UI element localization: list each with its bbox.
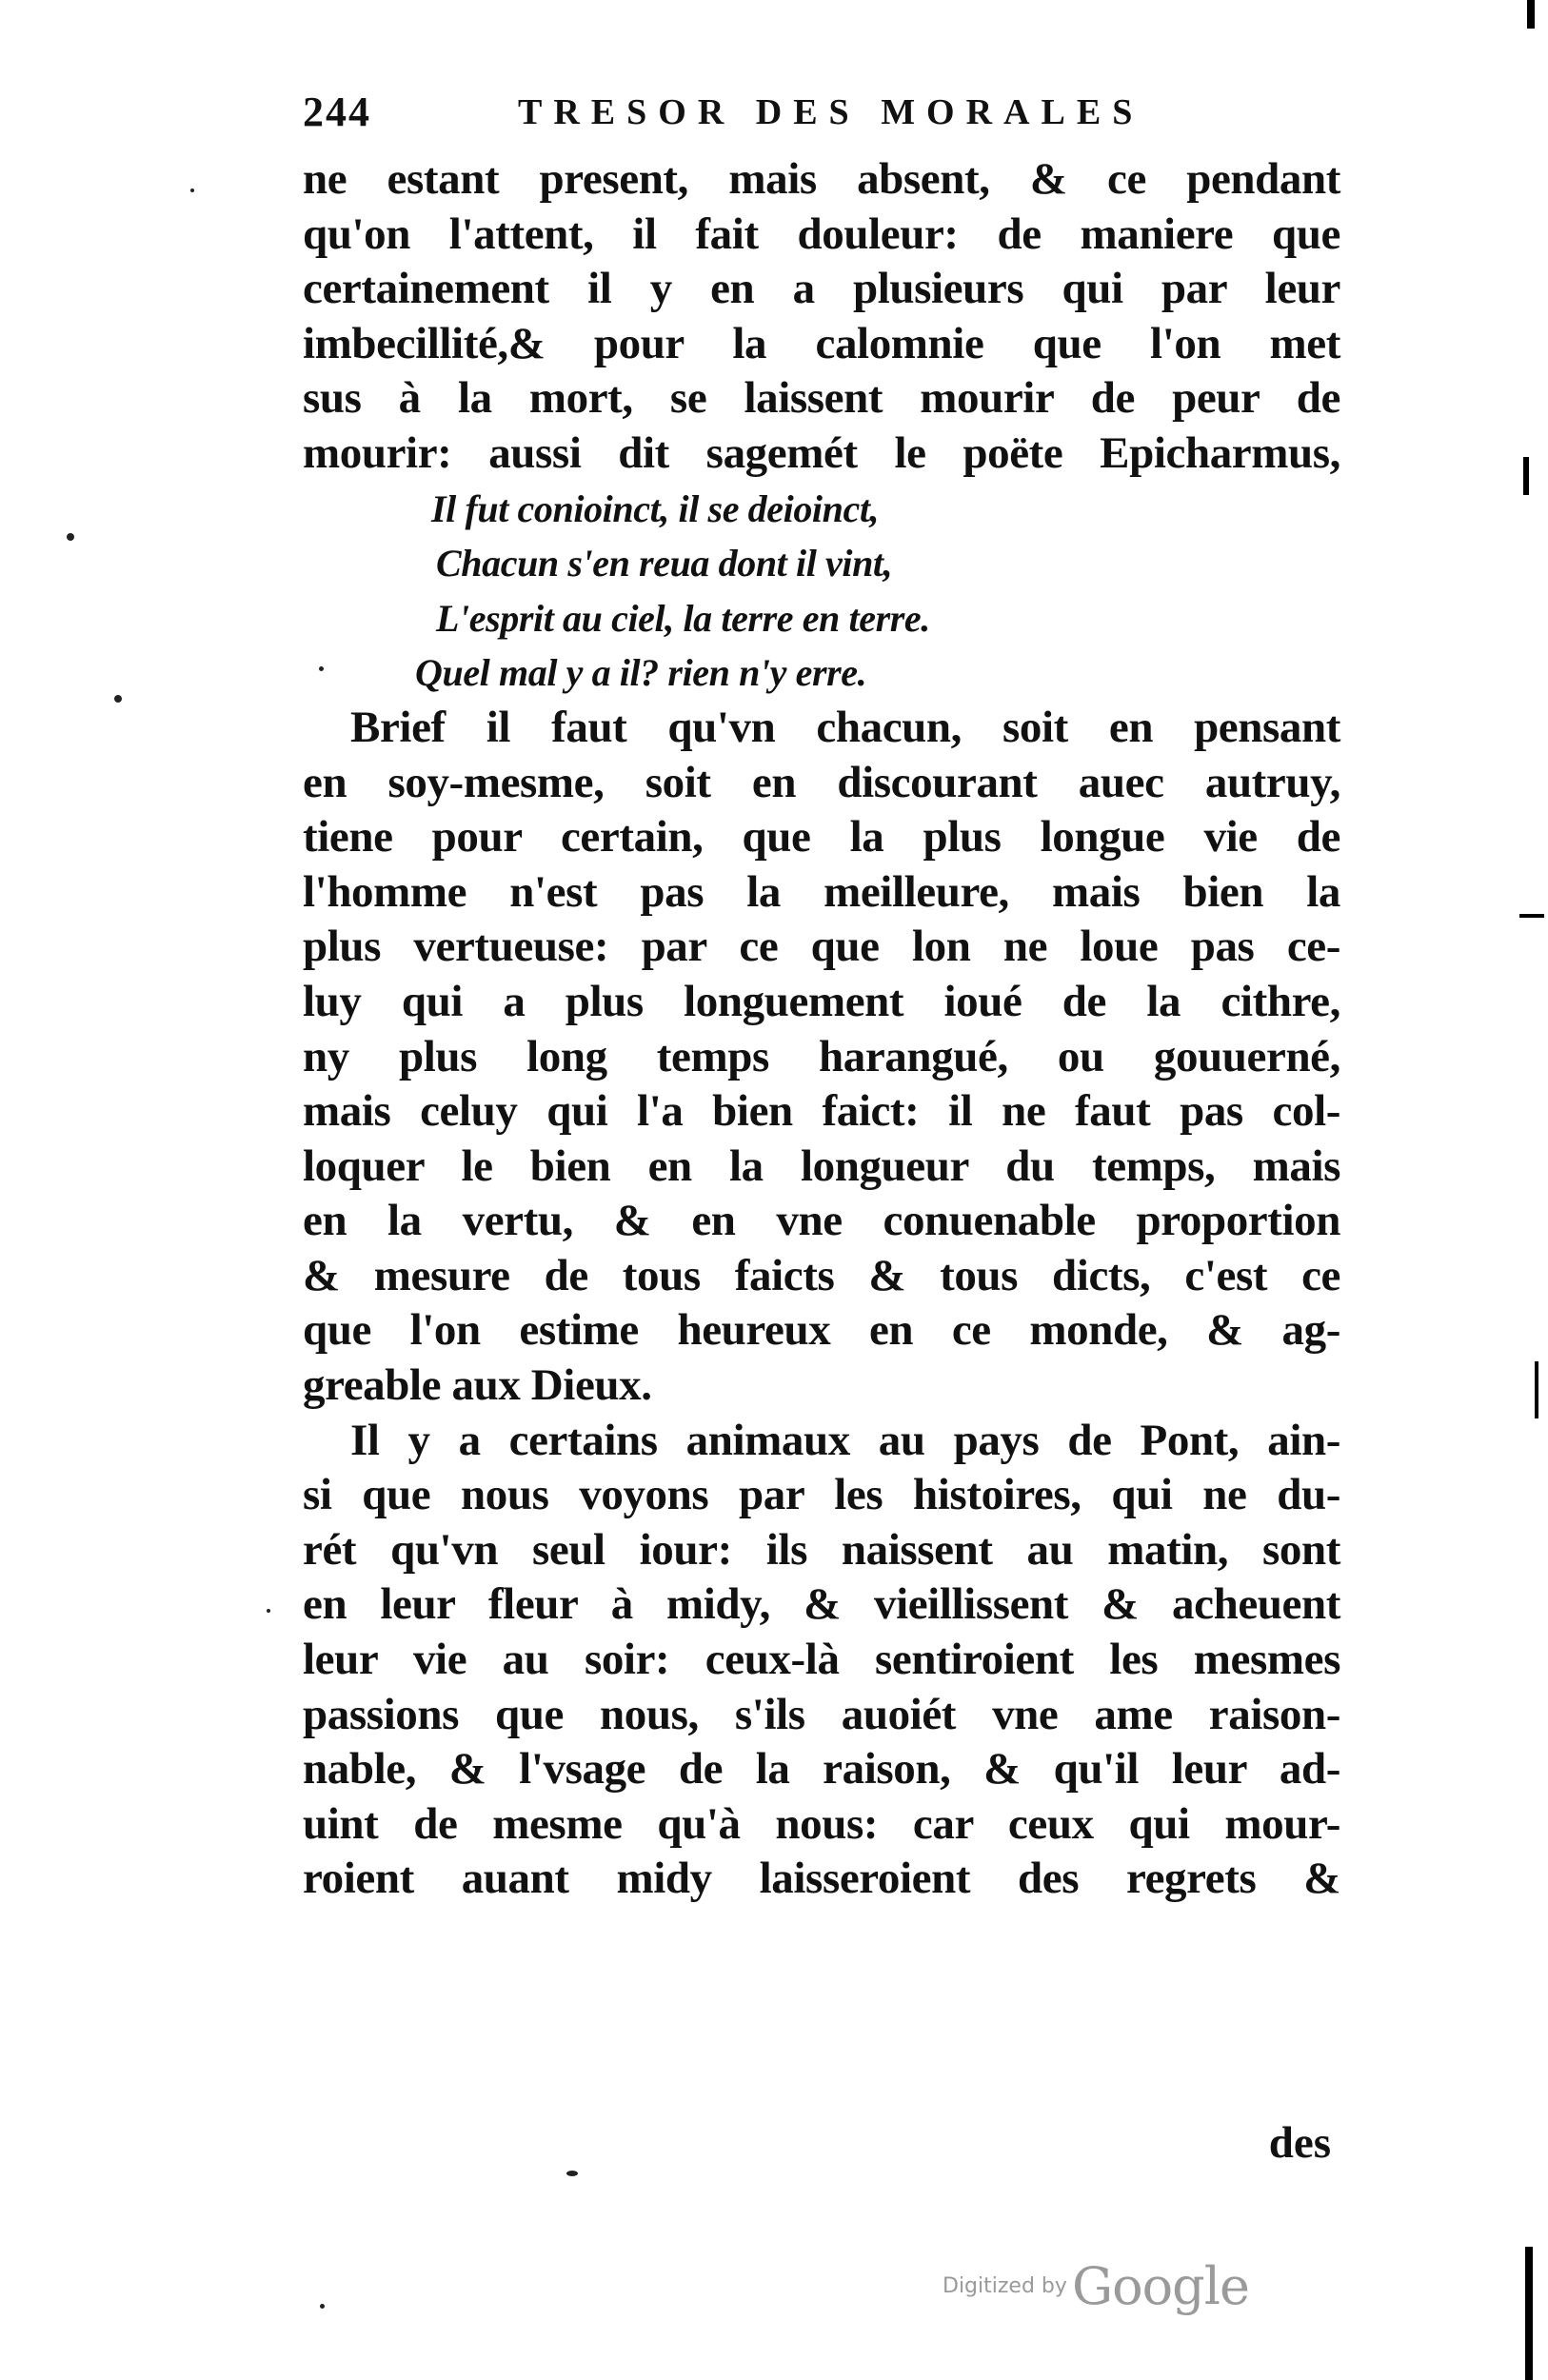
text-line: sus à la mort, se laissent mourir de peur de: [303, 373, 1340, 424]
text-line: plus vertueuse: par ce que lon ne loue pas ce-: [303, 922, 1340, 972]
scan-edge-mark: [1525, 2247, 1533, 2380]
watermark-prefix: Digitized by: [943, 2274, 1067, 2298]
text-line: roient auant midy laisseroient des regrets &: [303, 1854, 1340, 1904]
verse-line: Il fut conioinct, il se deioinct,: [431, 486, 880, 530]
scan-edge-mark: [1519, 914, 1544, 918]
text-line: mourir: aussi dit sagemét le poëte Epicharmus,: [303, 427, 1340, 478]
text-line: loquer le bien en la longueur du temps, mais: [303, 1140, 1340, 1191]
scan-edge-mark: [1535, 1361, 1538, 1418]
scan-edge-mark: [1523, 457, 1529, 495]
text-line: & mesure de tous faicts & tous dicts, c'est ce: [303, 1250, 1340, 1300]
paragraph-start-line: Il y a certains animaux au pays de Pont, ain-: [350, 1415, 1340, 1465]
page-header: [303, 88, 1350, 145]
text-line: uint de mesme qu'à nous: car ceux qui mour-: [303, 1798, 1340, 1849]
paper-speck: [319, 666, 324, 671]
text-line: ne estant present, mais absent, & ce pendant: [303, 154, 1340, 204]
body-text: [303, 152, 1340, 1907]
scan-edge-mark: [1527, 0, 1535, 29]
text-line: certainement il y en a plusieurs qui par leur: [303, 264, 1340, 314]
text-line: passions que nous, s'ils auoiét vne ame raison-: [303, 1689, 1340, 1739]
paper-speck: [67, 533, 74, 541]
text-line: en la vertu, & en vne conuenable proportion: [303, 1196, 1340, 1246]
text-line: tiene pour certain, que la plus longue vie de: [303, 812, 1340, 863]
text-line: ny plus long temps harangué, ou gouuerné,: [303, 1031, 1340, 1081]
paper-speck: [320, 2304, 325, 2309]
paper-speck: [190, 188, 194, 192]
paragraph-start-line: Brief il faut qu'vn chacun, soit en pensant: [350, 702, 1340, 752]
catchword: des: [1268, 2118, 1331, 2168]
text-line: imbecillité,& pour la calomnie que l'on met: [303, 318, 1340, 368]
text-line: mais celuy qui l'a bien faict: il ne faut pas col-: [303, 1086, 1340, 1137]
text-line: rét qu'vn seul iour: ils naissent au matin, sont: [303, 1524, 1340, 1575]
paper-speck: [267, 1609, 270, 1613]
text-line: en leur fleur à midy, & vieillissent & acheuent: [303, 1579, 1340, 1630]
verse-line: L'esprit au ciel, la terre en terre.: [436, 596, 930, 640]
running-title: TRESOR DES MORALES: [518, 92, 1144, 132]
paper-speck: [566, 2171, 578, 2176]
text-line: qu'on l'attent, il fait douleur: de maniere que: [303, 208, 1340, 259]
text-line: luy qui a plus longuement ioué de la cithre,: [303, 976, 1340, 1026]
text-line: que l'on estime heureux en ce monde, & ag-: [303, 1305, 1340, 1356]
text-line: l'homme n'est pas la meilleure, mais bien la: [303, 866, 1340, 917]
page-number: 244: [303, 89, 371, 135]
verse-line: Quel mal y a il? rien n'y erre.: [415, 651, 867, 695]
paper-speck: [114, 695, 122, 703]
text-line: greable aux Dieux.: [303, 1360, 652, 1411]
verse-line: Chacun s'en reua dont il vint,: [436, 542, 893, 585]
digitization-watermark: [943, 2256, 1249, 2323]
text-line: en soy-mesme, soit en discourant auec autruy,: [303, 757, 1340, 807]
text-line: si que nous voyons par les histoires, qui ne du-: [303, 1470, 1340, 1520]
watermark-logo: Google: [1072, 2256, 1249, 2316]
text-line: nable, & l'vsage de la raison, & qu'il leur ad-: [303, 1744, 1340, 1795]
text-line: leur vie au soir: ceux-là sentiroient les mesmes: [303, 1635, 1340, 1685]
